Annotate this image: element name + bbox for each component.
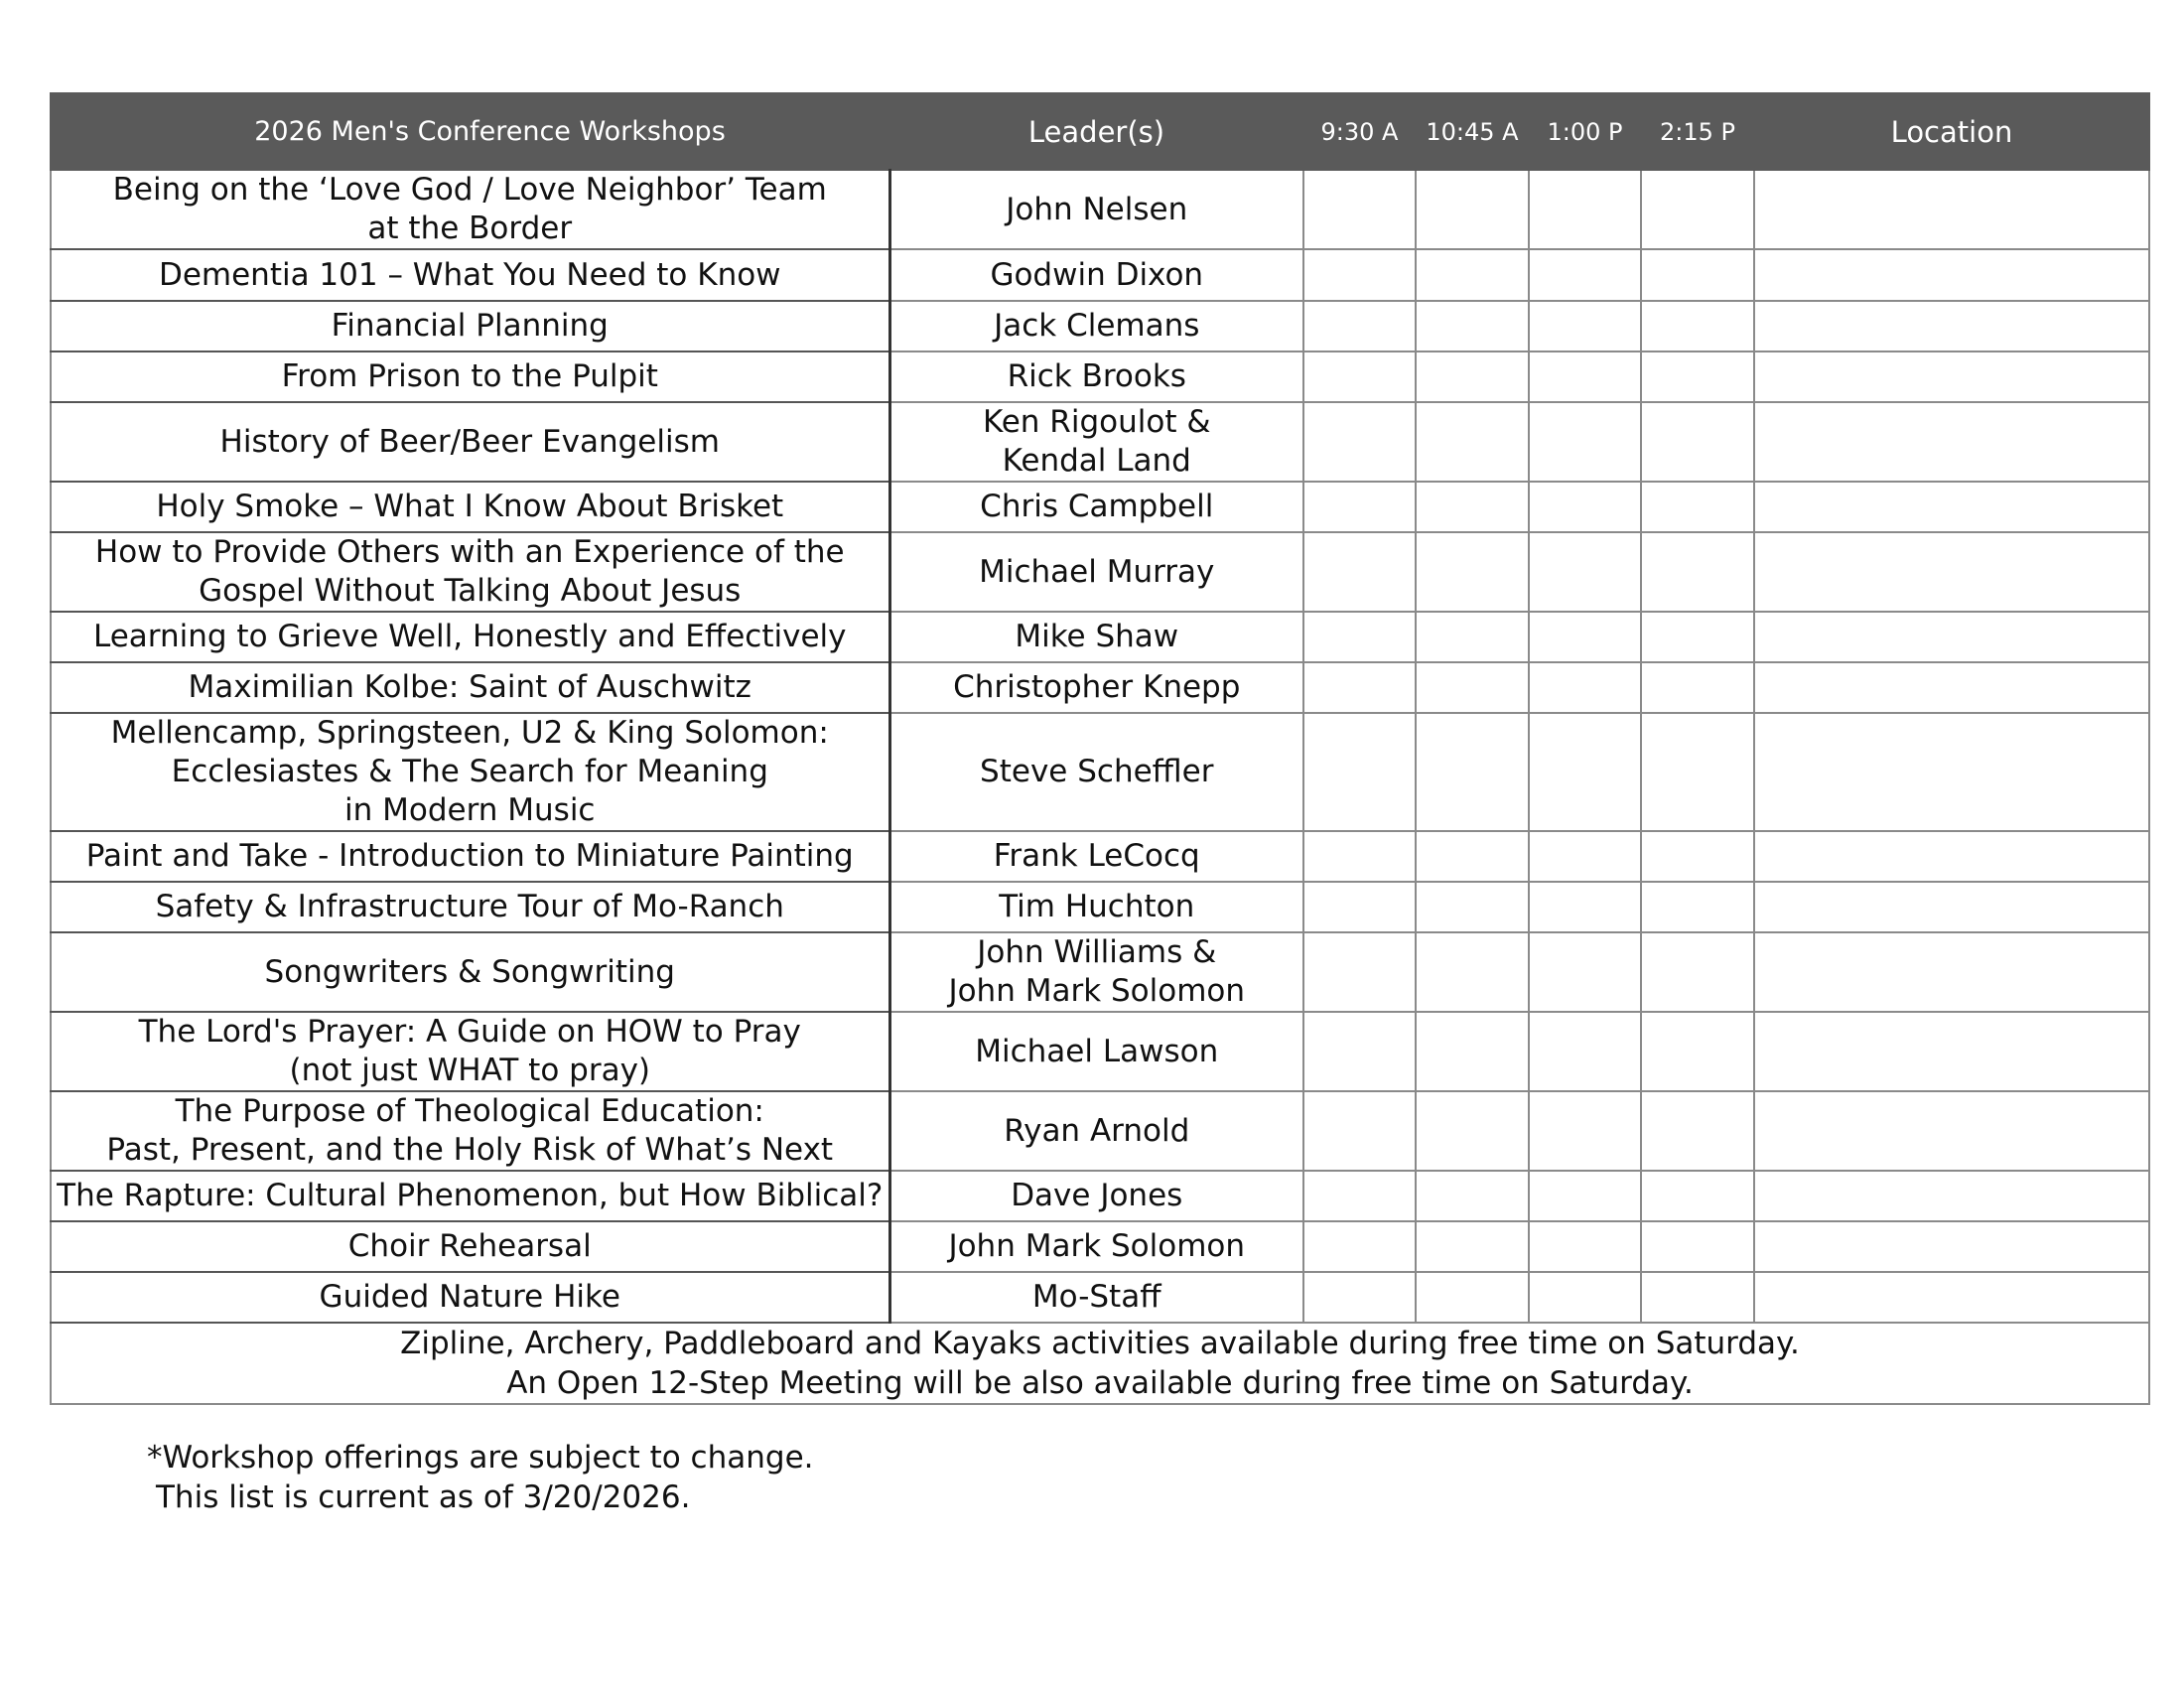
leader-cell <box>889 1272 1303 1323</box>
leader-cell <box>889 1221 1303 1272</box>
workshop-title-cell <box>51 662 889 713</box>
location-cell <box>1754 713 2149 831</box>
workshop-title-line: Safety & Infrastructure Tour of Mo-Ranch <box>155 889 784 924</box>
workshop-title-line: Learning to Grieve Well, Honestly and Effectively <box>93 619 847 654</box>
note-subject-to-change: *Workshop offerings are subject to change. <box>147 1440 814 1476</box>
location-cell <box>1754 1091 2149 1171</box>
time-slot-cell <box>1529 662 1641 713</box>
table-row <box>51 482 2149 532</box>
workshop-title-cell <box>51 1012 889 1091</box>
time-slot-cell <box>1303 882 1416 932</box>
time-slot-cell <box>1641 1171 1754 1221</box>
table-row <box>51 1012 2149 1091</box>
schedule-body <box>51 170 2149 1404</box>
workshop-title-line: The Rapture: Cultural Phenomenon, but How Biblical? <box>57 1178 884 1213</box>
time-slot-cell <box>1529 1171 1641 1221</box>
activities-footer-row <box>51 1323 2149 1404</box>
time-slot-cell <box>1529 249 1641 301</box>
workshop-schedule-table <box>50 92 2150 1405</box>
header-time-930: 9:30 A <box>1303 93 1416 170</box>
time-slot-cell <box>1529 932 1641 1012</box>
time-slot-cell <box>1529 612 1641 662</box>
leader-name-line: Jack Clemans <box>994 308 1200 344</box>
time-slot-cell <box>1416 249 1529 301</box>
workshop-title-line: How to Provide Others with an Experience of the <box>94 534 845 570</box>
leader-cell <box>889 170 1303 249</box>
time-slot-cell <box>1303 932 1416 1012</box>
leader-cell <box>889 402 1303 482</box>
time-slot-cell <box>1529 532 1641 612</box>
workshop-title-cell <box>51 882 889 932</box>
leader-cell <box>889 1091 1303 1171</box>
time-slot-cell <box>1529 482 1641 532</box>
leader-name-line: Frank LeCocq <box>993 838 1200 874</box>
table-row <box>51 402 2149 482</box>
time-slot-cell <box>1641 612 1754 662</box>
leader-name-line: Godwin Dixon <box>990 256 1204 293</box>
header-time-215: 2:15 P <box>1641 93 1754 170</box>
leader-cell <box>889 1171 1303 1221</box>
location-cell <box>1754 1012 2149 1091</box>
leader-name-line: Steve Scheffler <box>980 754 1214 789</box>
leader-name-line: Michael Lawson <box>975 1033 1219 1069</box>
workshop-title-cell <box>51 1272 889 1323</box>
time-slot-cell <box>1529 301 1641 352</box>
activities-footer-line: An Open 12-Step Meeting will be also available during free time on Saturday. <box>506 1365 1694 1401</box>
time-slot-cell <box>1303 713 1416 831</box>
time-slot-cell <box>1641 1272 1754 1323</box>
workshop-title-cell <box>51 301 889 352</box>
time-slot-cell <box>1641 170 1754 249</box>
leader-name-line: John Mark Solomon <box>948 973 1246 1009</box>
time-slot-cell <box>1416 831 1529 882</box>
workshop-title-line: Paint and Take - Introduction to Miniature Painting <box>85 838 854 874</box>
workshop-title-line: Past, Present, and the Holy Risk of What’s Next <box>106 1132 834 1168</box>
time-slot-cell <box>1416 402 1529 482</box>
leader-cell <box>889 831 1303 882</box>
location-cell <box>1754 662 2149 713</box>
time-slot-cell <box>1416 1272 1529 1323</box>
workshop-title-cell <box>51 482 889 532</box>
location-cell <box>1754 352 2149 402</box>
time-slot-cell <box>1641 882 1754 932</box>
workshop-title-line: Being on the ‘Love God / Love Neighbor’ Team <box>112 172 827 208</box>
workshop-title-line: From Prison to the Pulpit <box>281 358 658 394</box>
table-row <box>51 882 2149 932</box>
time-slot-cell <box>1303 482 1416 532</box>
leader-cell <box>889 932 1303 1012</box>
table-row <box>51 1221 2149 1272</box>
header-time-1045: 10:45 A <box>1416 93 1529 170</box>
time-slot-cell <box>1529 1221 1641 1272</box>
leader-name-line: Kendal Land <box>1002 443 1191 479</box>
time-slot-cell <box>1303 1171 1416 1221</box>
workshop-title-cell <box>51 402 889 482</box>
time-slot-cell <box>1416 532 1529 612</box>
workshop-title-cell <box>51 831 889 882</box>
workshop-title-line: Guided Nature Hike <box>319 1279 620 1315</box>
workshop-title-line: The Purpose of Theological Education: <box>175 1093 764 1129</box>
leader-cell <box>889 662 1303 713</box>
leader-name-line: Tim Huchton <box>999 889 1195 924</box>
leader-name-line: John Mark Solomon <box>948 1228 1246 1264</box>
workshop-title-line: Mellencamp, Springsteen, U2 & King Solomon: <box>110 715 829 751</box>
leader-cell <box>889 249 1303 301</box>
workshop-title-line: History of Beer/Beer Evangelism <box>219 423 720 460</box>
time-slot-cell <box>1641 1012 1754 1091</box>
time-slot-cell <box>1416 932 1529 1012</box>
workshop-title-cell <box>51 713 889 831</box>
time-slot-cell <box>1529 1012 1641 1091</box>
time-slot-cell <box>1641 482 1754 532</box>
time-slot-cell <box>1529 1091 1641 1171</box>
time-slot-cell <box>1303 612 1416 662</box>
time-slot-cell <box>1303 249 1416 301</box>
time-slot-cell <box>1641 1221 1754 1272</box>
time-slot-cell <box>1303 1221 1416 1272</box>
time-slot-cell <box>1303 352 1416 402</box>
leader-cell <box>889 532 1303 612</box>
location-cell <box>1754 301 2149 352</box>
time-slot-cell <box>1303 831 1416 882</box>
time-slot-cell <box>1416 882 1529 932</box>
time-slot-cell <box>1303 1091 1416 1171</box>
table-row <box>51 612 2149 662</box>
leader-cell <box>889 482 1303 532</box>
workshop-title-line: in Modern Music <box>344 792 596 828</box>
workshop-title-line: Ecclesiastes & The Search for Meaning <box>171 754 768 789</box>
time-slot-cell <box>1529 882 1641 932</box>
time-slot-cell <box>1529 1272 1641 1323</box>
table-row <box>51 1091 2149 1171</box>
time-slot-cell <box>1416 662 1529 713</box>
time-slot-cell <box>1641 831 1754 882</box>
leader-name-line: Dave Jones <box>1011 1178 1183 1213</box>
workshop-title-cell <box>51 932 889 1012</box>
leader-name-line: Mo-Staff <box>1031 1279 1161 1315</box>
workshop-title-cell <box>51 532 889 612</box>
location-cell <box>1754 1221 2149 1272</box>
time-slot-cell <box>1303 301 1416 352</box>
workshop-title-line: Choir Rehearsal <box>347 1228 592 1264</box>
time-slot-cell <box>1416 1221 1529 1272</box>
table-row <box>51 301 2149 352</box>
leader-cell <box>889 301 1303 352</box>
workshop-title-line: Holy Smoke – What I Know About Brisket <box>156 489 784 524</box>
leader-name-line: John Williams & <box>977 934 1217 970</box>
leader-name-line: John Nelsen <box>1006 191 1188 227</box>
time-slot-cell <box>1303 1012 1416 1091</box>
leader-name-line: Ken Rigoulot & <box>982 404 1211 440</box>
table-row <box>51 249 2149 301</box>
time-slot-cell <box>1641 402 1754 482</box>
location-cell <box>1754 831 2149 882</box>
workshop-title-cell <box>51 1091 889 1171</box>
location-cell <box>1754 402 2149 482</box>
leader-cell <box>889 612 1303 662</box>
leader-name-line: Mike Shaw <box>1015 619 1179 654</box>
header-time-100: 1:00 P <box>1529 93 1641 170</box>
workshop-title-line: The Lord's Prayer: A Guide on HOW to Pray <box>138 1014 801 1050</box>
time-slot-cell <box>1303 402 1416 482</box>
time-slot-cell <box>1641 932 1754 1012</box>
leader-cell <box>889 1012 1303 1091</box>
footnotes <box>147 1438 814 1517</box>
location-cell <box>1754 170 2149 249</box>
location-cell <box>1754 932 2149 1012</box>
note-current-date: This list is current as of 3/20/2026. <box>156 1479 691 1515</box>
location-cell <box>1754 532 2149 612</box>
table-row <box>51 532 2149 612</box>
time-slot-cell <box>1641 301 1754 352</box>
workshop-title-line: Songwriters & Songwriting <box>264 953 675 990</box>
workshop-title-cell <box>51 249 889 301</box>
table-row <box>51 1272 2149 1323</box>
workshop-title-line: at the Border <box>367 211 573 246</box>
header-leaders: Leader(s) <box>889 93 1303 170</box>
time-slot-cell <box>1529 402 1641 482</box>
location-cell <box>1754 882 2149 932</box>
time-slot-cell <box>1416 1012 1529 1091</box>
workshop-title-line: Dementia 101 – What You Need to Know <box>158 256 781 293</box>
leader-cell <box>889 882 1303 932</box>
workshop-title-cell <box>51 170 889 249</box>
header-row <box>51 93 2149 170</box>
leader-name-line: Chris Campbell <box>980 489 1214 524</box>
workshop-title-line: Gospel Without Talking About Jesus <box>199 573 742 609</box>
time-slot-cell <box>1641 713 1754 831</box>
location-cell <box>1754 482 2149 532</box>
time-slot-cell <box>1416 301 1529 352</box>
time-slot-cell <box>1416 1091 1529 1171</box>
table-row <box>51 352 2149 402</box>
leader-name-line: Michael Murray <box>979 553 1215 590</box>
time-slot-cell <box>1641 352 1754 402</box>
time-slot-cell <box>1529 831 1641 882</box>
workshop-title-cell <box>51 1221 889 1272</box>
time-slot-cell <box>1641 249 1754 301</box>
location-cell <box>1754 1171 2149 1221</box>
time-slot-cell <box>1416 1171 1529 1221</box>
table-row <box>51 1171 2149 1221</box>
time-slot-cell <box>1303 662 1416 713</box>
activities-footer-line: Zipline, Archery, Paddleboard and Kayaks activities available during free time on Saturday. <box>400 1326 1800 1361</box>
time-slot-cell <box>1529 170 1641 249</box>
time-slot-cell <box>1416 713 1529 831</box>
time-slot-cell <box>1529 713 1641 831</box>
time-slot-cell <box>1416 170 1529 249</box>
header-location: Location <box>1754 93 2149 170</box>
location-cell <box>1754 612 2149 662</box>
time-slot-cell <box>1416 612 1529 662</box>
leader-name-line: Rick Brooks <box>1007 358 1186 394</box>
table-row <box>51 932 2149 1012</box>
workshop-title-cell <box>51 612 889 662</box>
time-slot-cell <box>1303 170 1416 249</box>
table-row <box>51 662 2149 713</box>
time-slot-cell <box>1416 482 1529 532</box>
table-row <box>51 831 2149 882</box>
time-slot-cell <box>1641 1091 1754 1171</box>
leader-name-line: Christopher Knepp <box>953 669 1241 705</box>
workshop-title-line: (not just WHAT to pray) <box>289 1053 651 1088</box>
location-cell <box>1754 1272 2149 1323</box>
activities-footer-cell <box>51 1323 2149 1404</box>
time-slot-cell <box>1641 532 1754 612</box>
workshop-title-line: Maximilian Kolbe: Saint of Auschwitz <box>188 669 751 705</box>
workshop-title-line: Financial Planning <box>331 308 609 344</box>
time-slot-cell <box>1416 352 1529 402</box>
location-cell <box>1754 249 2149 301</box>
table-row <box>51 170 2149 249</box>
header-workshops: 2026 Men's Conference Workshops <box>51 93 889 170</box>
table-row <box>51 713 2149 831</box>
workshop-title-cell <box>51 1171 889 1221</box>
leader-cell <box>889 352 1303 402</box>
leader-cell <box>889 713 1303 831</box>
time-slot-cell <box>1303 532 1416 612</box>
time-slot-cell <box>1641 662 1754 713</box>
leader-name-line: Ryan Arnold <box>1004 1112 1190 1149</box>
time-slot-cell <box>1529 352 1641 402</box>
workshop-title-cell <box>51 352 889 402</box>
time-slot-cell <box>1303 1272 1416 1323</box>
